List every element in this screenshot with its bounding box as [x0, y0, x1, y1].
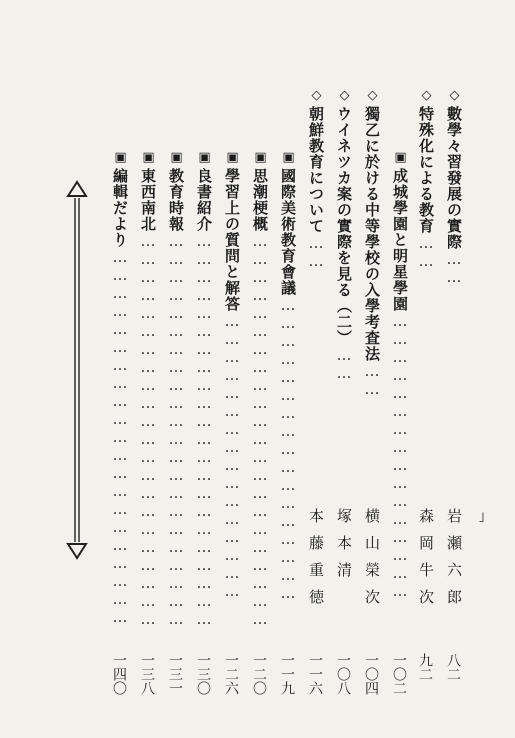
- toc-entry: ▣學習上の質問と解答………………………………………… 一二六: [223, 150, 241, 695]
- entry-title: 東西南北: [139, 168, 157, 232]
- entry-author: 岩瀬六郎: [445, 508, 463, 616]
- entry-page: 八二: [445, 653, 461, 681]
- entry-page: 一一九: [279, 653, 295, 695]
- diamond-icon: ◇: [447, 88, 462, 104]
- toc-entry: ▣教育時報………………………………………………………… 一三一: [167, 150, 185, 695]
- toc-entry: ◇特殊化による教育…… 森岡牛次 九二: [417, 88, 435, 681]
- bracket-mark: ˩: [478, 510, 485, 526]
- toc-entry: ▣思潮梗概………………………………………………………… 一二〇: [251, 150, 269, 695]
- square-bullet-icon: ▣: [113, 150, 128, 166]
- entry-author: 塚本清: [335, 508, 353, 589]
- entry-author: 森岡牛次: [417, 508, 435, 616]
- diamond-icon: ◇: [419, 88, 434, 104]
- square-bullet-icon: ▣: [197, 150, 212, 166]
- entry-title: 成城學園と明星學園: [391, 168, 409, 312]
- toc-entry: ▣良書紹介………………………………………………………… 一三〇: [195, 150, 213, 695]
- entry-title: ウイネツカ案の實際を見る（二）: [335, 106, 353, 346]
- diamond-icon: ◇: [309, 88, 324, 104]
- entry-page: 一三一: [167, 653, 183, 695]
- entry-title: 特殊化による教育: [417, 106, 435, 234]
- diamond-icon: ◇: [337, 88, 352, 104]
- entry-page: 一二〇: [251, 653, 267, 695]
- entry-title: 編輯だより: [111, 168, 129, 248]
- entry-page: 一〇八: [335, 653, 351, 695]
- toc-entry: ▣國際美術教育會議…………………………………………… 一一九: [279, 150, 297, 695]
- entry-author: 本藤重徳: [307, 508, 325, 616]
- entry-author: 横山榮次: [363, 508, 381, 616]
- diamond-icon: ◇: [365, 88, 380, 104]
- entry-title: 教育時報: [167, 168, 185, 232]
- square-bullet-icon: ▣: [253, 150, 268, 166]
- entry-page: 一三〇: [195, 653, 211, 695]
- entry-title: 數學々習發展の實際: [445, 106, 463, 250]
- toc-entry: ◇ウイネツカ案の實際を見る（二）…… 塚本清 一〇八: [335, 88, 353, 695]
- square-bullet-icon: ▣: [169, 150, 184, 166]
- entry-page: 一一六: [307, 653, 323, 695]
- entry-page: 一四〇: [111, 653, 127, 695]
- toc-entry: ▣東西南北………………………………………………………… 一三八: [139, 150, 157, 695]
- entry-title: 朝鮮教育について: [307, 106, 325, 234]
- square-bullet-icon: ▣: [225, 150, 240, 166]
- toc-entry: ▣成城學園と明星學園………………………………………… 一〇二: [391, 150, 409, 695]
- entry-title: 學習上の質問と解答: [223, 168, 241, 312]
- square-bullet-icon: ▣: [281, 150, 296, 166]
- entry-title: 良書紹介: [195, 168, 213, 232]
- entry-page: 一二六: [223, 653, 239, 695]
- toc-entry: ◇獨乙に於ける中等學校の入學考査法…… 横山榮次 一〇四: [363, 88, 381, 695]
- toc-entry: ▣編輯だより……………………………………………………… 一四〇: [111, 150, 129, 695]
- arrow-ornament-icon: [64, 180, 90, 560]
- square-bullet-icon: ▣: [393, 150, 408, 166]
- entry-title: 思潮梗概: [251, 168, 269, 232]
- entry-page: 一三八: [139, 653, 155, 695]
- entry-title: 國際美術教育會議: [279, 168, 297, 296]
- entry-page: 一〇二: [391, 653, 407, 695]
- entry-page: 九二: [417, 653, 433, 681]
- entry-title: 獨乙に於ける中等學校の入學考査法: [363, 106, 381, 362]
- square-bullet-icon: ▣: [141, 150, 156, 166]
- toc-entry: ◇數學々習發展の實際…… 岩瀬六郎 八二: [445, 88, 463, 681]
- entry-page: 一〇四: [363, 653, 379, 695]
- toc-entry: ◇朝鮮教育について…… 本藤重徳 一一六: [307, 88, 325, 695]
